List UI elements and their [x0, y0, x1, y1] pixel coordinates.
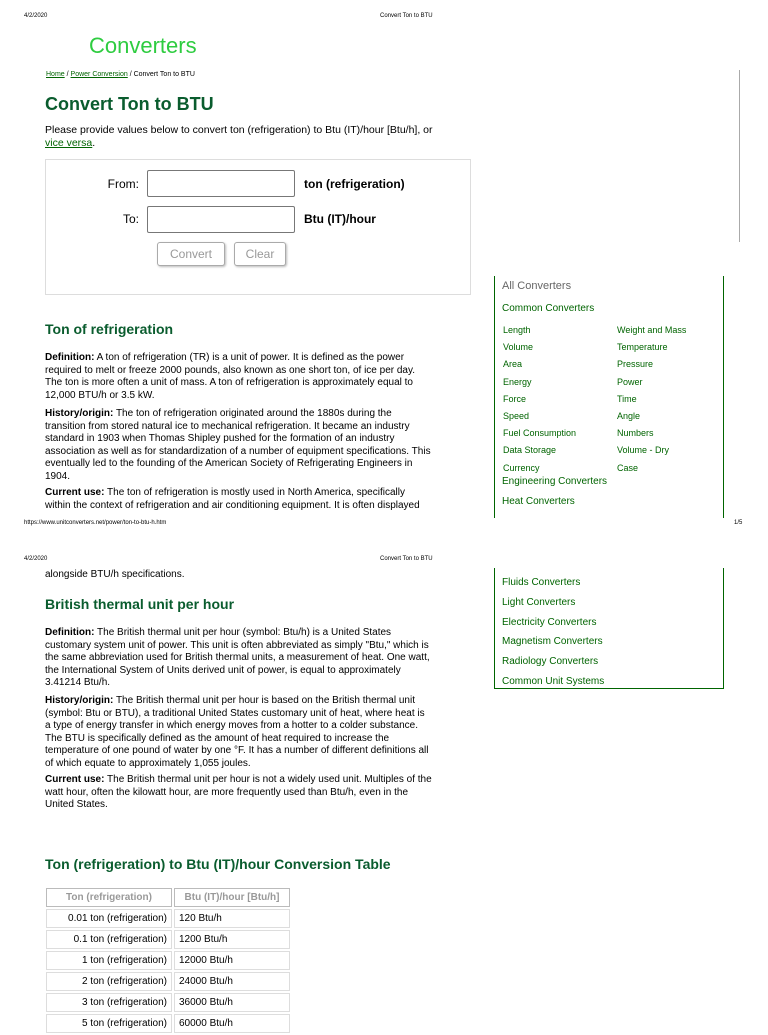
- ton-heading: Ton of refrigeration: [45, 321, 174, 337]
- btu-def-line-1: The British thermal unit per hour (symbol: Btu/h) is a United States: [94, 627, 392, 638]
- engineering-converters-link[interactable]: Engineering Converters: [502, 476, 608, 487]
- btu-hist-line-2: (symbol: Btu or BTU), a traditional United States customary unit of heat, where heat is: [45, 707, 425, 719]
- from-label: From:: [107, 177, 139, 191]
- all-converters-title[interactable]: All Converters: [502, 280, 572, 292]
- btu-use-line-2: watt hour, often the kilowatt hour, are more frequently used than Btu/h, even in the: [45, 786, 409, 798]
- ton-use-continued: alongside BTU/h specifications.: [45, 569, 185, 580]
- intro-sentence: Please provide values below to convert ton (refrigeration) to Btu (IT)/hour [Btu/h], or: [45, 124, 433, 136]
- ton-history: [45, 408, 475, 483]
- ton-hist-line-6: 1904.: [45, 470, 71, 482]
- ton-def-line-2: required to melt or freeze 2000 pounds, also known as one short ton, of ice per day.: [45, 364, 416, 376]
- conversion-table: [44, 886, 292, 1035]
- sidebar-link-length[interactable]: Length: [503, 325, 531, 335]
- fluids-converters-link[interactable]: Fluids Converters: [502, 577, 581, 588]
- sidebar-link-volume-dry[interactable]: Volume - Dry: [617, 445, 670, 456]
- magnetism-converters-link[interactable]: Magnetism Converters: [502, 636, 603, 648]
- sidebar-link-pressure[interactable]: Pressure: [617, 359, 654, 370]
- print-page: 1/5: [734, 520, 743, 526]
- sidebar-link-speed[interactable]: Speed: [503, 411, 530, 422]
- to-unit: Btu (IT)/hour: [304, 212, 376, 226]
- print-url: https://www.unitconverters.net/power/ton-to-btu-h.htm: [24, 520, 167, 526]
- sidebar-link-data-storage[interactable]: Data Storage: [503, 445, 557, 456]
- btu-hist-line-1: The British thermal unit per hour is based on the British thermal unit: [113, 695, 415, 706]
- ton-hist-line-2: transition from stored natural ice to mechanical refrigeration. It became an industry: [45, 420, 410, 432]
- table-row: [46, 972, 290, 991]
- table-cell-btu: 12000 Btu/h: [174, 951, 290, 970]
- btu-hist-line-5: temperature of one pound of water by one °F. It has a number of different definitions all: [45, 745, 429, 756]
- table-header-btu: Btu (IT)/hour [Btu/h]: [174, 888, 290, 907]
- ton-def-line-1: A ton of refrigeration (TR) is a unit of power. It is defined as the power: [94, 352, 405, 363]
- btu-def-label: Definition:: [45, 627, 95, 638]
- heat-converters-link[interactable]: Heat Converters: [502, 496, 575, 507]
- table-cell-ton: 3 ton (refrigeration): [46, 993, 172, 1012]
- table-cell-btu: 1200 Btu/h: [174, 930, 290, 949]
- ton-def-line-3: The ton is more often a unit of mass. A ton of refrigeration is approximately equal to: [45, 377, 413, 388]
- table-row: [46, 930, 290, 949]
- sidebar-link-weight-mass[interactable]: Weight and Mass: [617, 325, 687, 335]
- ton-use-line-1: The ton of refrigeration is mostly used in North America, specifically: [104, 487, 405, 498]
- sidebar-link-case[interactable]: Case: [617, 462, 639, 473]
- page-title: Convert Ton to BTU: [45, 94, 214, 114]
- btu-def-line-2: customary system unit of power. This unit is often abbreviated as simply "Btu," which is: [45, 639, 429, 651]
- btu-heading: British thermal unit per hour: [45, 596, 235, 612]
- intro-text: [45, 124, 465, 150]
- btu-def-line-3: the same abbreviation used for British thermal units, a measurement of heat. One watt,: [45, 652, 430, 663]
- btu-hist-line-4: The BTU is specifically defined as the amount of heat required to increase the: [45, 732, 390, 744]
- ton-hist-label: History/origin:: [45, 408, 114, 419]
- btu-hist-line-6: of which equate to approximately 1,055 joules.: [45, 757, 251, 769]
- ton-definition: [45, 352, 475, 402]
- print-date-2: 4/2/2020: [24, 556, 48, 562]
- btu-use-line-1: The British thermal unit per hour is not a widely used unit. Multiples of the: [104, 774, 432, 785]
- print-title: Convert Ton to BTU: [380, 13, 433, 19]
- table-cell-btu: 120 Btu/h: [174, 909, 290, 928]
- table-heading: Ton (refrigeration) to Btu (IT)/hour Conversion Table: [45, 856, 391, 872]
- sidebar-left-column: [503, 322, 576, 477]
- print-date: 4/2/2020: [24, 13, 48, 19]
- radiology-converters-link[interactable]: Radiology Converters: [502, 656, 599, 668]
- common-converters-link[interactable]: Common Converters: [502, 303, 595, 314]
- ton-hist-line-1: The ton of refrigeration originated around the 1880s during the: [113, 408, 392, 419]
- sidebar-right-column: [617, 322, 686, 477]
- common-unit-systems-link[interactable]: Common Unit Systems: [502, 675, 605, 687]
- btu-def-line-5: 3.41214 Btu/h.: [45, 677, 111, 688]
- ton-def-line-4: 12,000 BTU/h or 3.5 kW.: [45, 389, 155, 401]
- convert-button[interactable]: Convert: [157, 242, 225, 266]
- from-unit: ton (refrigeration): [304, 177, 405, 191]
- ton-hist-line-5: eventually led to the founding of the American Society of Refrigerating Engineers in: [45, 458, 413, 469]
- to-label: To:: [122, 212, 139, 226]
- ton-def-label: Definition:: [45, 352, 95, 363]
- intro-end: .: [92, 137, 96, 149]
- scroll-divider: [739, 70, 740, 242]
- btu-hist-label: History/origin:: [45, 695, 114, 706]
- table-cell-ton: 2 ton (refrigeration): [46, 972, 172, 991]
- btu-definition: [45, 627, 475, 690]
- table-cell-ton: 0.1 ton (refrigeration): [46, 930, 172, 949]
- table-cell-btu: 24000 Btu/h: [174, 972, 290, 991]
- btu-use-line-3: United States.: [45, 799, 108, 810]
- btu-hist-line-3: a type of energy transfer in which energy moves from a hotter to a colder substance.: [45, 720, 418, 731]
- btu-use-label: Current use:: [45, 774, 105, 785]
- sidebar-link-force[interactable]: Force: [503, 393, 527, 404]
- ton-current-use: [45, 487, 475, 512]
- electricity-converters-link[interactable]: Electricity Converters: [502, 616, 597, 628]
- breadcrumb-home[interactable]: Home: [46, 71, 65, 78]
- table-header-row: [46, 888, 290, 907]
- sidebar-link-volume[interactable]: Volume: [503, 342, 534, 353]
- sidebar-link-area[interactable]: Area: [503, 359, 523, 370]
- ton-use-label: Current use:: [45, 487, 105, 498]
- from-input[interactable]: [147, 170, 295, 197]
- sidebar-link-currency[interactable]: Currency: [503, 462, 540, 473]
- table-cell-btu: 36000 Btu/h: [174, 993, 290, 1012]
- breadcrumb-power-conversion[interactable]: Power Conversion: [70, 71, 128, 78]
- print-title-2: Convert Ton to BTU: [380, 556, 433, 562]
- ton-hist-line-3: standard in 1903 when Thomas Shipley pushed for the formation of an industry: [45, 433, 395, 444]
- table-header-ton: Ton (refrigeration): [46, 888, 172, 907]
- clear-button[interactable]: Clear: [234, 242, 286, 266]
- sidebar-link-fuel-consumption[interactable]: Fuel Consumption: [503, 428, 577, 439]
- sidebar-link-energy[interactable]: Energy: [503, 376, 532, 387]
- breadcrumb-sep: /: [66, 71, 69, 78]
- ton-use-line-2: within the context of refrigeration and air conditioning equipment. It is often displayed: [45, 499, 420, 511]
- sidebar-link-time[interactable]: Time: [617, 393, 637, 404]
- light-converters-link[interactable]: Light Converters: [502, 596, 576, 608]
- breadcrumb-current: / Convert Ton to BTU: [129, 71, 195, 78]
- vice-versa-link[interactable]: vice versa: [45, 137, 93, 149]
- table-row: [46, 909, 290, 928]
- sidebar-groups: [502, 573, 604, 692]
- table-cell-ton: 5 ton (refrigeration): [46, 1014, 172, 1033]
- sidebar-link-angle[interactable]: Angle: [617, 411, 641, 422]
- ton-hist-line-4: association as well as for standardization of a number of equipment specifications. This: [45, 445, 431, 457]
- table-row: [46, 951, 290, 970]
- btu-def-line-4: the International System of Units derived unit of power, is equal to approximately: [45, 664, 401, 676]
- table-row: [46, 993, 290, 1012]
- sidebar-link-numbers[interactable]: Numbers: [617, 428, 654, 439]
- site-logo[interactable]: Converters: [89, 33, 197, 58]
- table-cell-ton: 1 ton (refrigeration): [46, 951, 172, 970]
- table-cell-ton: 0.01 ton (refrigeration): [46, 909, 172, 928]
- sidebar-link-temperature[interactable]: Temperature: [617, 342, 668, 353]
- breadcrumb: [46, 71, 195, 78]
- btu-current-use: [45, 774, 475, 812]
- to-input[interactable]: [147, 206, 295, 233]
- sidebar-link-power[interactable]: Power: [617, 376, 643, 387]
- btu-history: [45, 695, 475, 770]
- table-cell-btu: 60000 Btu/h: [174, 1014, 290, 1033]
